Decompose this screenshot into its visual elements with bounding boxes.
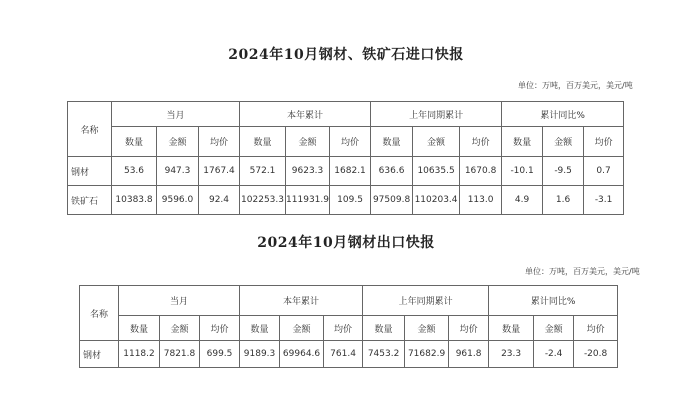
group-header: 当月 <box>119 286 240 316</box>
sub-header: 数量 <box>240 127 286 157</box>
import-table <box>67 101 624 215</box>
table-row <box>80 341 618 368</box>
sub-header: 数量 <box>502 127 543 157</box>
group-header: 累计同比% <box>489 286 618 316</box>
sub-header: 均价 <box>584 127 624 157</box>
export-unit-note: 单位：万吨，百万美元，美元/吨 <box>525 267 640 276</box>
data-cell: 0.7 <box>584 157 624 186</box>
sub-header: 金额 <box>157 127 199 157</box>
group-header: 上年同期累计 <box>363 286 489 316</box>
data-cell: 69964.6 <box>280 341 324 368</box>
data-cell: 10383.8 <box>112 186 157 215</box>
data-cell: 97509.8 <box>371 186 413 215</box>
data-cell: 1.6 <box>543 186 584 215</box>
sub-header: 数量 <box>112 127 157 157</box>
data-cell: 1670.8 <box>460 157 502 186</box>
data-cell: 9623.3 <box>286 157 330 186</box>
sub-header: 数量 <box>363 316 405 341</box>
data-cell: 7453.2 <box>363 341 405 368</box>
group-header: 本年累计 <box>240 286 363 316</box>
name-header: 名称 <box>68 102 112 157</box>
sub-header: 金额 <box>413 127 460 157</box>
data-cell: 947.3 <box>157 157 199 186</box>
row-label: 铁矿石 <box>68 186 112 215</box>
sub-header: 均价 <box>330 127 371 157</box>
row-label: 钢材 <box>68 157 112 186</box>
export-report-title: 2024年10月钢材出口快报 <box>257 235 435 251</box>
sub-header: 均价 <box>574 316 618 341</box>
sub-header: 均价 <box>200 316 240 341</box>
data-cell: 71682.9 <box>405 341 449 368</box>
name-header: 名称 <box>80 286 119 341</box>
data-cell: 92.4 <box>199 186 240 215</box>
data-cell: 110203.4 <box>413 186 460 215</box>
data-cell: 10635.5 <box>413 157 460 186</box>
group-header: 上年同期累计 <box>371 102 502 127</box>
data-cell: 53.6 <box>112 157 157 186</box>
sub-header: 金额 <box>534 316 574 341</box>
data-cell: 109.5 <box>330 186 371 215</box>
sub-header: 数量 <box>489 316 534 341</box>
export-table <box>79 285 618 368</box>
sub-header: 均价 <box>449 316 489 341</box>
data-cell: 761.4 <box>324 341 363 368</box>
data-cell: 699.5 <box>200 341 240 368</box>
export-group-header-row <box>80 286 618 316</box>
import-sub-header-row <box>68 127 624 157</box>
data-cell: 1767.4 <box>199 157 240 186</box>
data-cell: -9.5 <box>543 157 584 186</box>
sub-header: 金额 <box>160 316 200 341</box>
data-cell: 7821.8 <box>160 341 200 368</box>
sub-header: 金额 <box>286 127 330 157</box>
sub-header: 均价 <box>324 316 363 341</box>
group-header: 当月 <box>112 102 240 127</box>
data-cell: 9596.0 <box>157 186 199 215</box>
sub-header: 数量 <box>240 316 280 341</box>
data-cell: 111931.9 <box>286 186 330 215</box>
sub-header: 金额 <box>543 127 584 157</box>
data-cell: 636.6 <box>371 157 413 186</box>
sub-header: 金额 <box>280 316 324 341</box>
data-cell: 1682.1 <box>330 157 371 186</box>
sub-header: 数量 <box>119 316 160 341</box>
data-cell: 572.1 <box>240 157 286 186</box>
table-row <box>68 186 624 215</box>
group-header: 本年累计 <box>240 102 371 127</box>
sub-header: 金额 <box>405 316 449 341</box>
data-cell: 4.9 <box>502 186 543 215</box>
row-label: 钢材 <box>80 341 119 368</box>
sub-header: 数量 <box>371 127 413 157</box>
sub-header: 均价 <box>199 127 240 157</box>
data-cell: 23.3 <box>489 341 534 368</box>
import-group-header-row <box>68 102 624 127</box>
data-cell: 102253.3 <box>240 186 286 215</box>
data-cell: -3.1 <box>584 186 624 215</box>
table-row <box>68 157 624 186</box>
data-cell: -2.4 <box>534 341 574 368</box>
data-cell: 1118.2 <box>119 341 160 368</box>
data-cell: 961.8 <box>449 341 489 368</box>
group-header: 累计同比% <box>502 102 624 127</box>
sub-header: 均价 <box>460 127 502 157</box>
data-cell: -20.8 <box>574 341 618 368</box>
data-cell: 113.0 <box>460 186 502 215</box>
data-cell: 9189.3 <box>240 341 280 368</box>
import-report-title: 2024年10月钢材、铁矿石进口快报 <box>228 47 464 63</box>
export-sub-header-row <box>80 316 618 341</box>
import-unit-note: 单位：万吨，百万美元，美元/吨 <box>518 81 633 90</box>
data-cell: -10.1 <box>502 157 543 186</box>
